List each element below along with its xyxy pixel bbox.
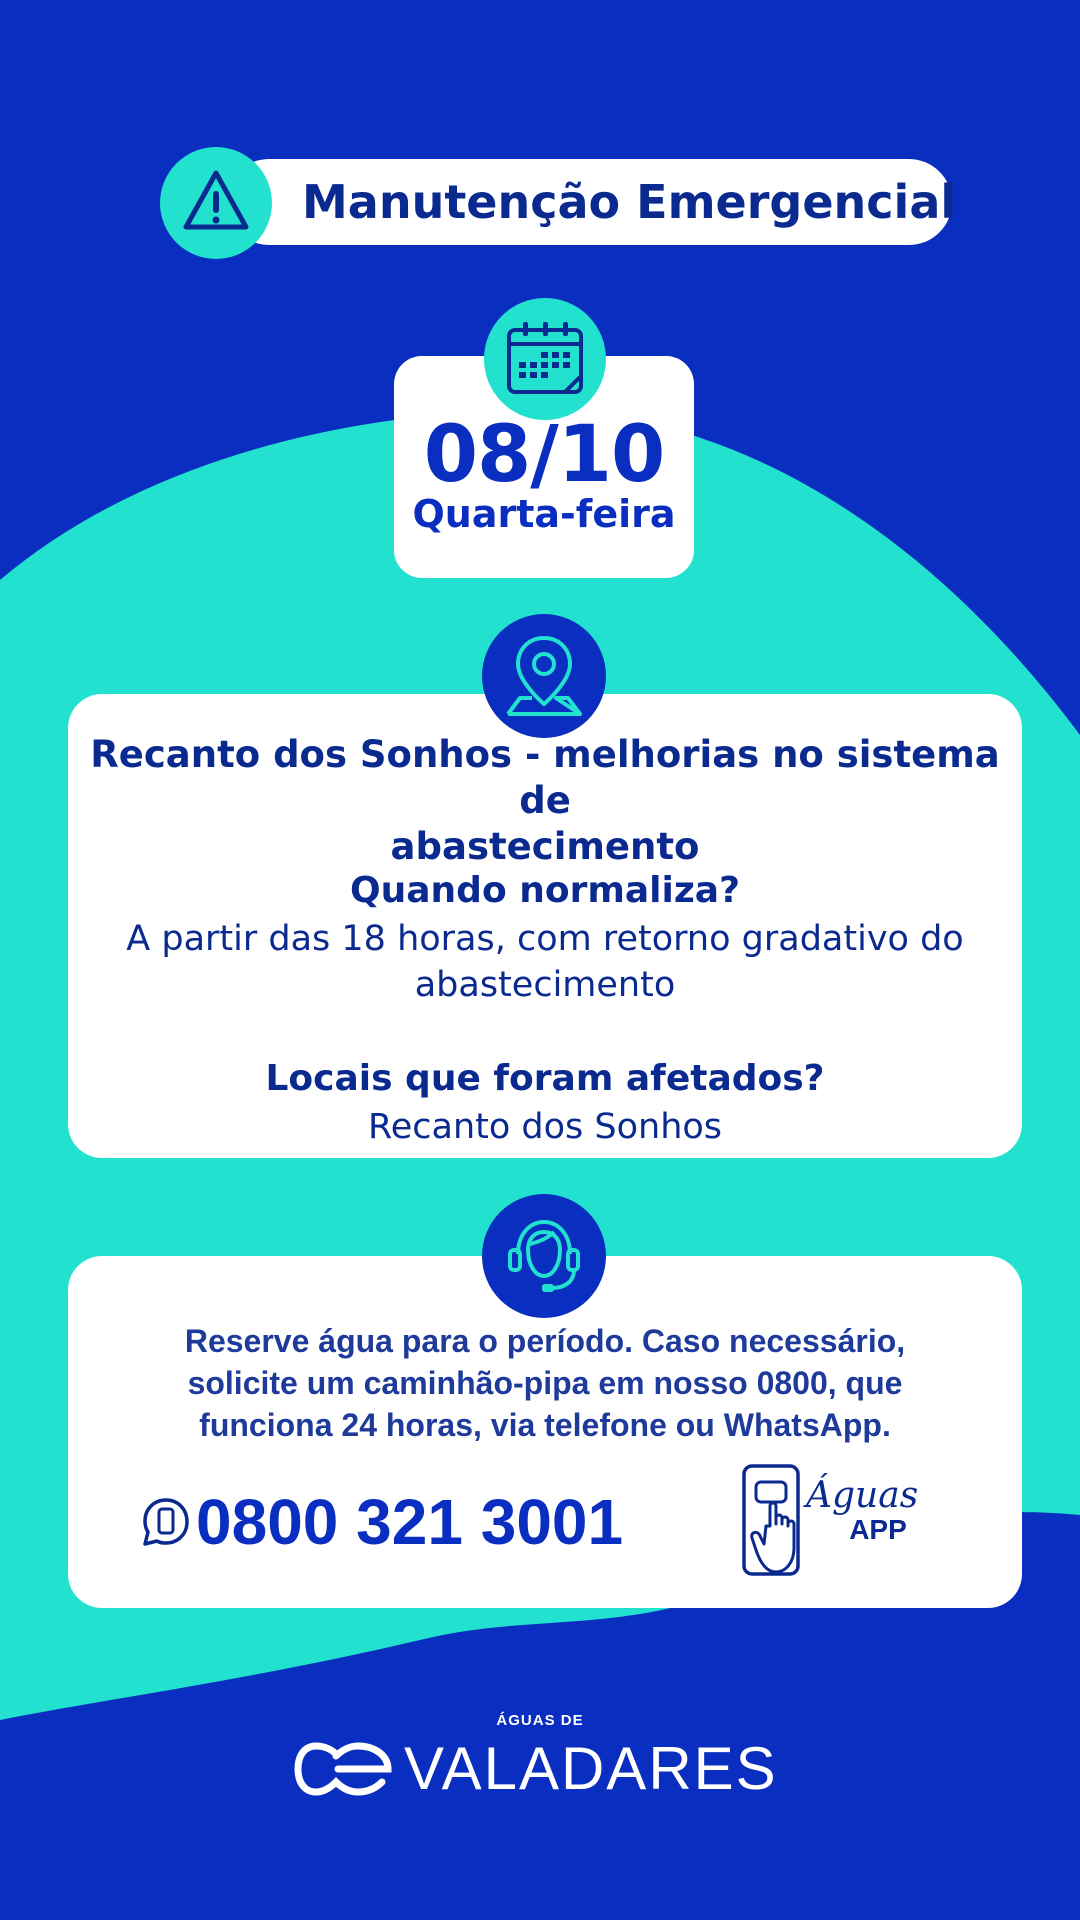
- brand-logo-mark: [294, 1742, 394, 1796]
- whatsapp-icon: [140, 1496, 192, 1548]
- location-pin-icon: [504, 632, 584, 720]
- warning-badge: [160, 147, 272, 259]
- answer1-line2: abastecimento: [414, 965, 676, 1005]
- contact-message-line3: funciona 24 horas, via telefone ou WhatsApp.: [199, 1407, 891, 1443]
- warning-icon: [182, 167, 250, 235]
- location-badge: [482, 614, 606, 738]
- headset-support-icon: [504, 1214, 584, 1298]
- info-headline-line2: abastecimento: [390, 825, 700, 868]
- date-weekday: Quarta-feira: [412, 492, 676, 536]
- app-name: Águas: [806, 1475, 919, 1516]
- calendar-badge: [484, 298, 606, 420]
- info-headline-line1: Recanto dos Sonhos - melhorias no sistema de: [90, 733, 1000, 822]
- contact-message: [110, 1320, 980, 1446]
- answer-affected-places: Recanto dos Sonhos: [367, 1107, 723, 1147]
- phone-number[interactable]: 0800 321 3001: [196, 1486, 624, 1558]
- support-badge: [482, 1194, 606, 1318]
- answer1-line1: A partir das 18 horas, com retorno gradativo do: [126, 919, 964, 959]
- contact-message-line1: Reserve água para o período. Caso necessário,: [184, 1323, 906, 1359]
- answer-when-normalizes: [68, 916, 1022, 1008]
- question-affected-places: Locais que foram afetados?: [265, 1058, 825, 1099]
- page-title: Manutenção Emergencial: [302, 175, 957, 229]
- contact-message-line2: solicite um caminhão-pipa em nosso 0800, que: [187, 1365, 903, 1401]
- calendar-icon: [505, 320, 585, 398]
- app-tag: APP: [849, 1514, 907, 1545]
- brand-pretitle: ÁGUAS DE: [496, 1712, 584, 1729]
- question-when-normalizes: Quando normaliza?: [350, 870, 740, 911]
- date-day: 08/10: [423, 410, 665, 500]
- brand-name: VALADARES: [404, 1735, 778, 1802]
- info-headline: [68, 732, 1022, 870]
